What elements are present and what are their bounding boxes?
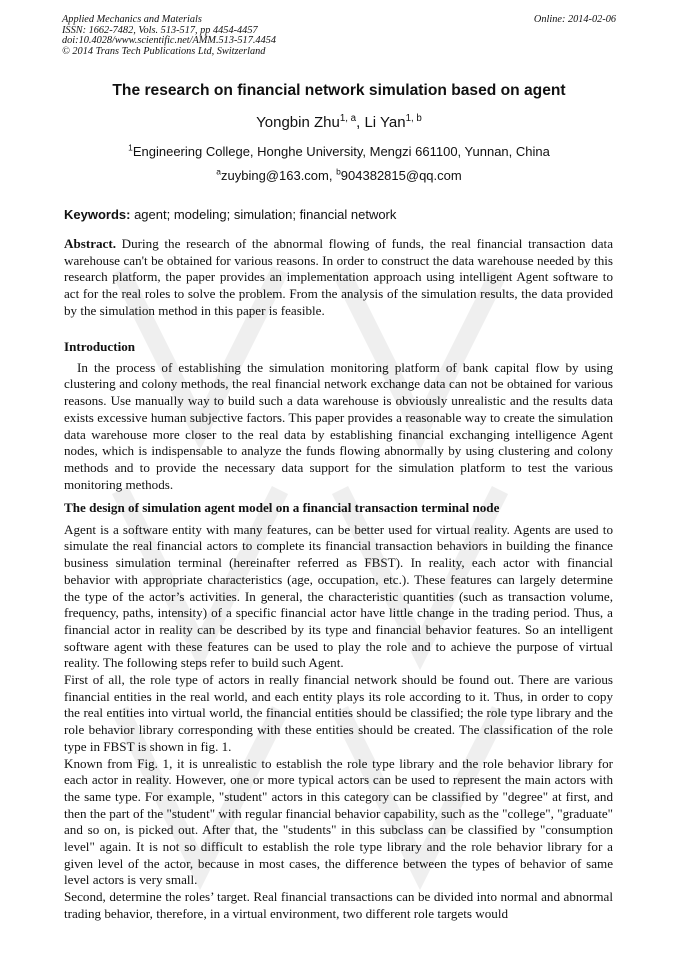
- author-1-sup: 1, a: [339, 113, 357, 124]
- design-paragraph-3: Known from Fig. 1, it is unrealistic to establish the role type library and the role behavior library for each actor in reality. However, one or more typical actors can be used to represent the main actors with the same type. For example, "student" actors in this category can be classified by "degree" at first, and then the part of the "student" with regular financial behavior capability, such as the "college", "graduate" and so on, is picked out. After that, the "students" in this subclass can be classified by "consumption level" again. It is not so difficult to establish the role type library and the role behavior library for a given level of the actor, because in most cases, the difference between the types of behavior of same level actors is very small.: [64, 755, 613, 888]
- author-line: [0, 114, 678, 131]
- copyright-line: © 2014 Trans Tech Publications Ltd, Switzerland: [62, 45, 266, 57]
- journal-header: [62, 15, 276, 57]
- online-date: Online: 2014-02-06: [533, 14, 616, 25]
- email-a: zuybing@163.com,: [221, 168, 337, 183]
- affiliation: [0, 144, 678, 159]
- emails: [0, 168, 678, 183]
- keywords: [64, 207, 396, 222]
- abstract: [64, 236, 613, 320]
- email-a-sup: a: [216, 166, 221, 177]
- abstract-text: During the research of the abnormal flowing of funds, the real financial transaction data warehouse can't be obtained for various reasons. In order to construct the data warehouse needed by this research platform, the paper provides an implementation approach using intelligent Agent software to act for the real roles to solve the problem. From the analysis of the simulation results, the data provided by the simulation method in this paper is feasible.: [64, 236, 613, 318]
- journal-name: Applied Mechanics and Materials: [62, 14, 202, 25]
- affiliation-sup: 1: [128, 142, 133, 153]
- doi-line: doi:10.4028/www.scientific.net/AMM.513-517.4454: [62, 35, 277, 46]
- email-b-sup: b: [336, 166, 341, 177]
- introduction-heading: Introduction: [64, 339, 136, 354]
- paper-title: The research on financial network simulation based on agent: [112, 82, 566, 99]
- abstract-label: Abstract.: [64, 236, 116, 251]
- author-2: Li Yan: [364, 114, 406, 131]
- design-paragraph-4: Second, determine the roles’ target. Real financial transactions can be divided into normal and abnormal trading behavior, therefore, in a virtual environment, two different role targets would: [64, 889, 613, 921]
- author-1: Yongbin Zhu: [256, 114, 340, 131]
- issn-line: ISSN: 1662-7482, Vols. 513-517, pp 4454-4457: [62, 24, 258, 36]
- author-2-sup: 1, b: [405, 113, 422, 124]
- affiliation-text: Engineering College, Honghe University, Mengzi 661100, Yunnan, China: [132, 144, 550, 159]
- design-paragraph-2: First of all, the role type of actors in really financial network should be found out. There are various financial entities in the real world, and each entity plays its role according to it. Thus, in order to copy the real entities into virtual world, the financial entities should be classified; the role type library and the role behavior library corresponding with these entities should be created. The classification of the role type in FBST is shown in fig. 1.: [64, 672, 613, 754]
- email-b: 904382815@qq.com: [340, 168, 462, 183]
- design-paragraph-1: Agent is a software entity with many features, can be better used for virtual reality. Agents are used to simulate the real financial actors to complete its financial transaction behaviors in building the finance business simulation terminal (hereinafter referred as FBST). In reality, each actor with financial behavior with appropriate characteristics (age, occupation, etc.). These features can largely determine the type of the actor’s activities. In general, the characteristic quantities (such as transaction volume, frequency, paths, intensity) of a specific financial actor have little change in the trading period. Thus, a financial actor in reality can be described by its type and financial behavior features. So an intelligent software agent with these features can be used to play the role and to achieve the purpose of virtual reality. The following steps refer to build such Agent.: [64, 521, 613, 671]
- introduction-section: [64, 339, 613, 493]
- design-heading: The design of simulation agent model on a financial transaction terminal node: [64, 500, 500, 515]
- keywords-text: agent; modeling; simulation; financial network: [130, 207, 397, 222]
- introduction-paragraph: In the process of establishing the simulation monitoring platform of bank capital flow by using clustering and colony methods, the real financial network exchange data can not be obtained for various reasons. Use manually way to build such a data warehouse is obviously unrealistic and the results data exists excessive human subjective factors. This paper provides a reasonable way to create the simulation data warehouse more closer to the real data by establishing financial exchanging intelligence Agent nodes, which is indispensable to analyze the funds flowing abnormally by using clustering and colony methods and to provide the necessary data support for the simulation platform to test the various monitoring methods.: [64, 359, 613, 492]
- abstract-paragraph: [64, 236, 613, 320]
- design-section: [64, 500, 613, 923]
- author-separator: ,: [356, 114, 365, 131]
- keywords-label: Keywords:: [64, 207, 131, 222]
